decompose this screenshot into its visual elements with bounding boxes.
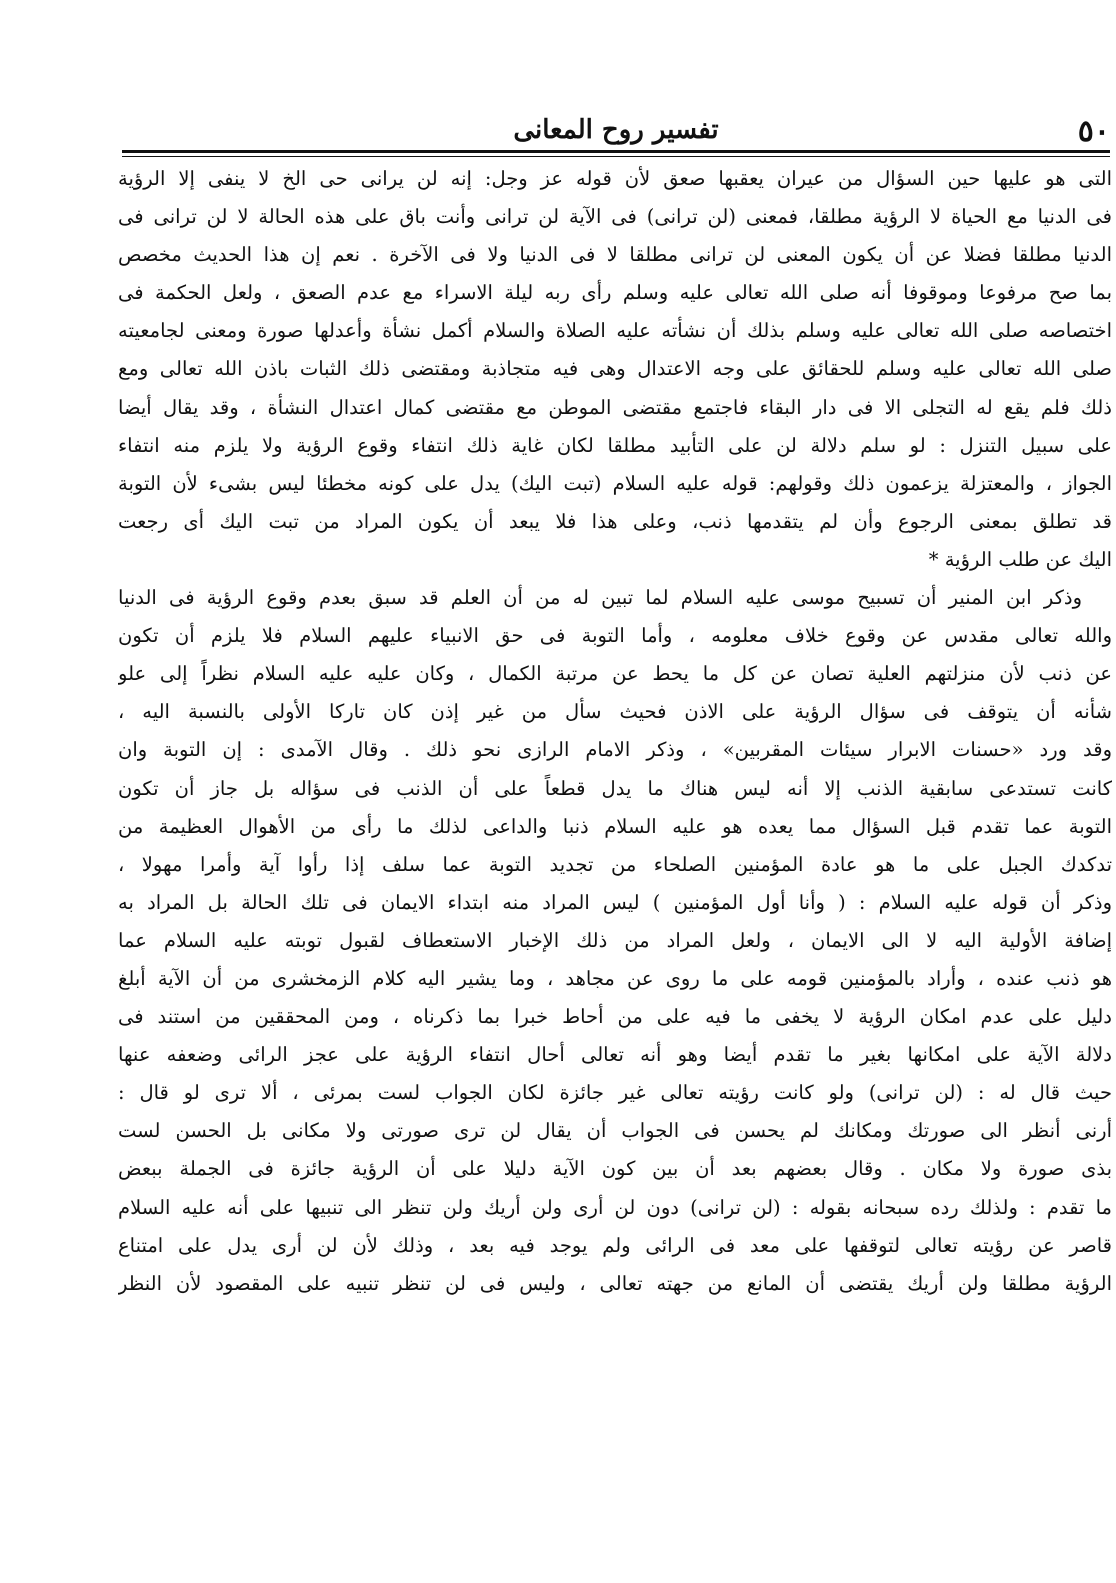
text-line: كانت تستدعى سابقية الذنب إلا أنه ليس هناك ما يدل قطعاً على أن الذنب فى سؤاله بل جاز أن تكون [118, 776, 1112, 800]
text-line: التى هو عليها حين السؤال من عيران يعقبها صعق لأن قوله عز وجل: إنه لن يرانى حى الخ لا ينفى إلا الرؤية [118, 167, 1112, 190]
text-line: ما تقدم : ولذلك رده سبحانه بقوله : (لن ترانى) دون لن أرى ولن أريك ولن تنظر الى تنبيها على أنه عليه السلام [118, 1195, 1112, 1219]
page-number: ٥٠ [1077, 114, 1110, 149]
text-line: حيث قال له : (لن ترانى) ولو كانت رؤيته تعالى غير جائزة لكان الجواب لست بمرئى ، ألا ترى لو قال : [118, 1081, 1112, 1105]
text-line: أرنى أنظر الى صورتك ومكانك لم يحسن فى الجواب أن يقال لن ترى صورتى ولا مكانى بل الحسن لست [118, 1119, 1112, 1143]
header-rule [122, 150, 1110, 153]
header-rule-thin [122, 156, 1110, 157]
text-line: دلالة الآية على امكانها بغير ما تقدم أيضا وهو أنه تعالى أحال انتفاء الرؤية على عجز الرائى وضعفه عنها [118, 1043, 1112, 1067]
text-line: قد تطلق بمعنى الرجوع وأن لم يتقدمها ذنب، وعلى هذا فلا يبعد أن يكون المراد من تبت اليك أى رجعت [118, 509, 1112, 533]
text-line: صلى الله تعالى عليه وسلم للحقائق على وجه الاعتدال وهى فيه متجاذبة ومقتضى ذلك الثبات باذن الله تعالى ومع [118, 357, 1112, 381]
book-title: تفسير روح المعانى [513, 115, 719, 145]
text-line: والله تعالى مقدس عن وقوع خلاف معلومه ، وأما التوبة فى حق الانبياء عليهم السلام فلا يلزم أن تكون [118, 624, 1112, 648]
running-head [122, 108, 1110, 154]
paragraph-end-line: اليك عن طلب الرؤية * [928, 547, 1112, 571]
text-line: هو ذنب عنده ، وأراد بالمؤمنين قومه على ما روى عن مجاهد ، وما يشير اليه كلام الزمخشرى من أن الآية أبلغ [118, 966, 1112, 990]
text-line: على سبيل التنزل : لو سلم دلالة لن على التأبيد مطلقا لكان غاية ذلك انتفاء وقوع الرؤية ولا يلزم منه انتفاء [118, 433, 1112, 457]
text-line: وقد ورد «حسنات الابرار سيئات المقربين» ، وذكر الامام الرازى نحو ذلك . وقال الآمدى : إن التوبة وان [118, 738, 1112, 762]
text-line: اختصاصه صلى الله تعالى عليه وسلم بذلك أن نشأته عليه الصلاة والسلام أكمل نشأة وأعدلها صورة ومعنى لجامعيته [118, 319, 1112, 343]
text-line: فى الدنيا مع الحياة لا الرؤية مطلقا، فمعنى (لن ترانى) فى الآية لن ترانى وأنت باق على هذه الحالة لا لن ترانى فى [118, 205, 1112, 229]
text-line: عن ذنب لأن منزلتهم العلية تصان عن كل ما يحط عن مرتبة الكمال ، وكان عليه عليه السلام نظراً إلى علو [118, 662, 1112, 686]
text-line: وذكر أن قوله عليه السلام : ( وأنا أول المؤمنين ) ليس المراد منه ابتداء الايمان فى تلك الحالة بل المراد به [118, 890, 1112, 914]
text-line: الجواز ، والمعتزلة يزعمون ذلك وقولهم: قوله عليه السلام (تبت اليك) يدل على كونه مخطئا ليس بشىء لأن التوبة [118, 471, 1112, 495]
text-line: بما صح مرفوعا وموقوفا أنه صلى الله تعالى عليه وسلم رأى ربه ليلة الاسراء مع عدم الصعق ، ولعل الحكمة فى [118, 281, 1112, 305]
paragraph-start-line: وذكر ابن المنير أن تسبيح موسى عليه السلام لما تبين له من أن العلم قد سبق بعدم وقوع الرؤية فى الدنيا [118, 586, 1082, 610]
text-line: دليل على عدم امكان الرؤية لا يخفى ما فيه على من أحاط خبرا بما ذكرناه ، ومن المحققين من استند فى [118, 1005, 1112, 1029]
text-line: الدنيا مطلقا فضلا عن أن يكون المعنى لن ترانى مطلقا لا فى الدنيا ولا فى الآخرة . نعم إن هذا الحديث مخصص [118, 243, 1112, 267]
text-line: بذى صورة ولا مكان . وقال بعضهم بعد أن بين كون الآية دليلا على أن الرؤية جائزة فى الجملة ببعض [118, 1157, 1112, 1181]
text-line: التوبة عما تقدم قبل السؤال مما يعده هو عليه السلام ذنبا والداعى لذلك ما رأى من الأهوال العظيمة من [118, 814, 1112, 838]
text-line: الرؤية مطلقا ولن أريك يقتضى أن المانع من جهته تعالى ، وليس فى لن تنظر تنبيه على المقصود لأن النظر [118, 1271, 1112, 1295]
text-line: تدكدك الجبل على ما هو عادة المؤمنين الصلحاء من تجديد التوبة عما سلف إذا رأوا آية وأمرا مهولا ، [118, 852, 1112, 876]
text-line: قاصر عن رؤيته تعالى لتوقفها على معد فى الرائى ولم يوجد فيه بعد ، وذلك لأن لن أرى يدل على امتناع [118, 1233, 1112, 1257]
text-line: إضافة الأولية اليه لا الى الايمان ، ولعل المراد من ذلك الإخبار الاستعطاف لقبول توبته عليه السلام عما [118, 928, 1112, 952]
body-text [118, 160, 1112, 1303]
text-line: ذلك فلم يقع له التجلى الا فى دار البقاء فاجتمع مقتضى الموطن مع مقتضى كمال اعتدال النشأة ، وقد يقال أيضا [118, 395, 1112, 419]
text-line: شأنه أن يتوقف فى سؤال الرؤية على الاذن فحيث سأل من غير إذن كان تاركا الأولى بالنسبة اليه ، [118, 700, 1112, 724]
